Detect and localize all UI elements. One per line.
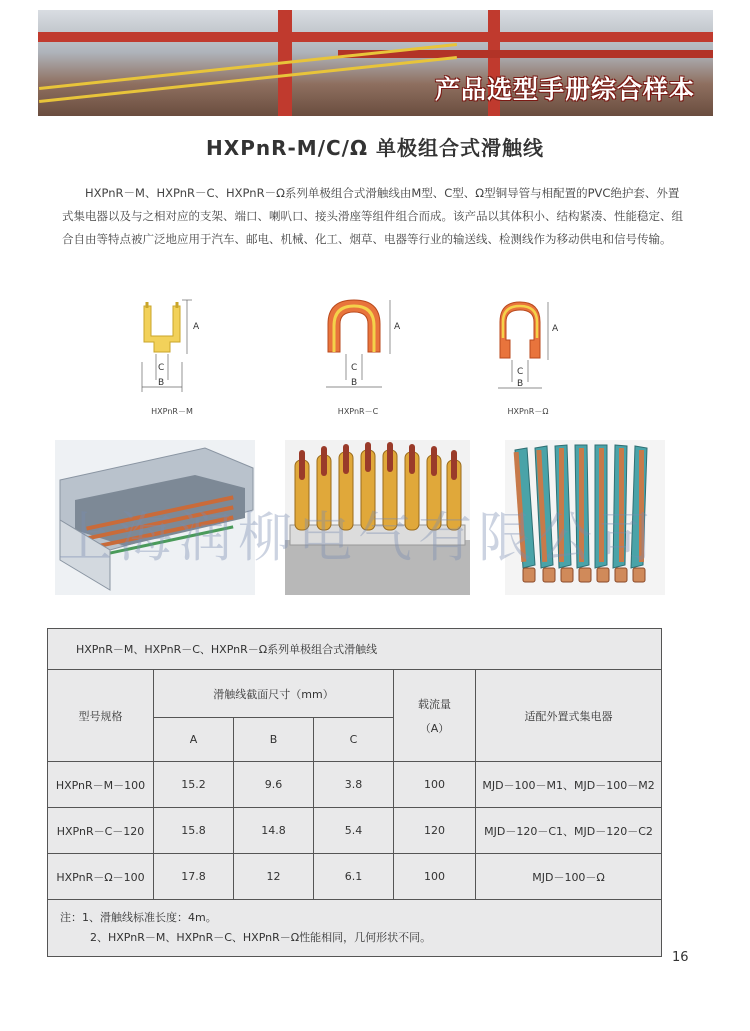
cell-model: HXPnR－C－120: [48, 808, 154, 854]
header-c: C: [314, 718, 394, 762]
header-banner: [38, 10, 713, 116]
dim-c-label: C: [158, 363, 165, 373]
banner-title: 产品选型手册综合样本: [434, 75, 695, 104]
profile-diagram-c: [318, 292, 438, 422]
header-section: 滑触线截面尺寸（mm）: [154, 670, 394, 718]
product-photo-collectors: [285, 440, 470, 595]
watermark: 上海润柳电气有限公司: [58, 506, 658, 569]
cell-current: 100: [394, 762, 476, 808]
profile-diagram-m: [132, 292, 252, 422]
header-current-label: 载流量: [418, 697, 451, 711]
cell-b: 12: [234, 854, 314, 900]
dim-b-label: B: [351, 378, 358, 388]
note-1: 注：1、滑触线标准长度：4m。: [60, 911, 217, 924]
dim-a-label: A: [552, 324, 559, 334]
header-b: B: [234, 718, 314, 762]
cell-collector: MJD－100－M1、MJD－100－M2: [476, 762, 662, 808]
spec-table: [47, 628, 662, 957]
profile-label: HXPnR－Ω: [507, 407, 549, 416]
profile-diagram-omega: [488, 292, 608, 422]
crane-beam: [38, 32, 713, 42]
cell-c: 5.4: [314, 808, 394, 854]
header-model: 型号规格: [48, 670, 154, 762]
table-row: [48, 854, 662, 900]
intro-paragraph: HXPnR－M、HXPnR－C、HXPnR－Ω系列单极组合式滑触线由M型、C型、Ω型铜导管与相配置的PVC绝护套、外置式集电器以及与之相对应的支架、端口、喇叭口、接头滑座等组件组合而成。该产品以其体积小、结构紧凑、性能稳定、组合自由等特点被广泛地应用于汽车、邮电、机械、化工、烟草、电器等行业的输送线、检测线作为移动供电和信号传输。: [62, 186, 683, 246]
conductor-rail: [39, 43, 457, 90]
cell-current: 100: [394, 854, 476, 900]
dim-b-label: B: [517, 379, 524, 389]
product-photo-rail-group: [505, 440, 665, 595]
cell-collector: MJD－100－Ω: [476, 854, 662, 900]
cell-collector: MJD－120－C1、MJD－120－C2: [476, 808, 662, 854]
profile-label: HXPnR－C: [337, 407, 379, 416]
profile-omega-drawing: [488, 292, 588, 407]
header-a: A: [154, 718, 234, 762]
cell-c: 6.1: [314, 854, 394, 900]
cell-a: 17.8: [154, 854, 234, 900]
dim-b-label: B: [158, 378, 165, 388]
profile-c-drawing: [318, 292, 418, 407]
cell-model: HXPnR－M－100: [48, 762, 154, 808]
product-photo-rail-section: [55, 440, 255, 595]
cell-c: 3.8: [314, 762, 394, 808]
dim-c-label: C: [517, 367, 524, 377]
table-row: [48, 808, 662, 854]
cell-a: 15.8: [154, 808, 234, 854]
header-current-unit: （A）: [419, 721, 450, 735]
table-caption: HXPnR－M、HXPnR－C、HXPnR－Ω系列单极组合式滑触线: [48, 629, 662, 670]
cell-model: HXPnR－Ω－100: [48, 854, 154, 900]
note-2: 2、HXPnR－M、HXPnR－C、HXPnR－Ω性能相同，几何形状不同。: [90, 931, 432, 944]
header-collector: 适配外置式集电器: [476, 670, 662, 762]
table-notes: [48, 900, 662, 957]
header-current: [394, 670, 476, 762]
page-title: HXPnR-M/C/Ω 单极组合式滑触线: [206, 136, 544, 160]
profile-m-drawing: [132, 292, 222, 407]
page-number: 16: [672, 950, 689, 965]
profile-label: HXPnR－M: [151, 407, 193, 416]
table-row: [48, 762, 662, 808]
dim-a-label: A: [193, 322, 200, 332]
cell-a: 15.2: [154, 762, 234, 808]
cell-b: 9.6: [234, 762, 314, 808]
cell-current: 120: [394, 808, 476, 854]
dim-c-label: C: [351, 363, 358, 373]
cell-b: 14.8: [234, 808, 314, 854]
dim-a-label: A: [394, 322, 401, 332]
